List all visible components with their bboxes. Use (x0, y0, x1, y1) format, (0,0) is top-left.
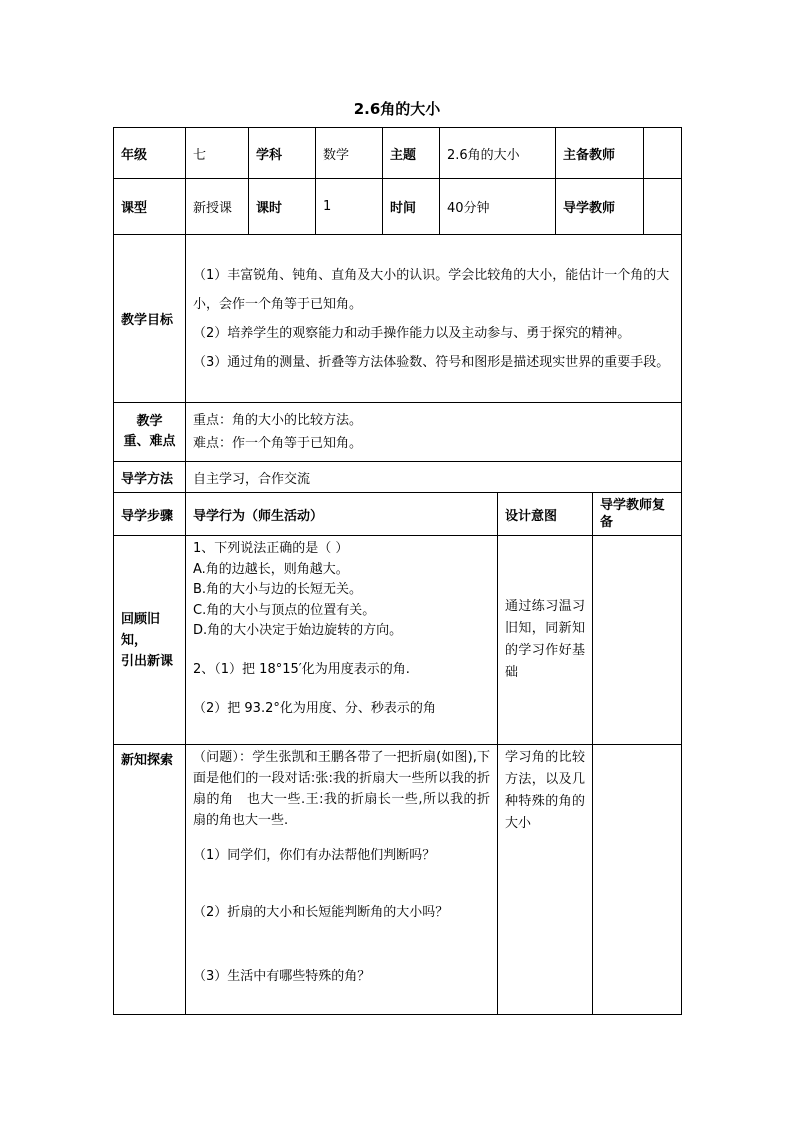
grade-value: 七 (186, 128, 249, 179)
option-c: C.角的大小与顶点的位置有关。 (193, 602, 376, 618)
review-content (186, 536, 498, 745)
period-label: 课时 (249, 179, 316, 235)
review-label (114, 536, 186, 745)
explore-question-2: （2）折扇的大小和长短能判断角的大小吗？ (193, 905, 449, 920)
objectives-content (186, 235, 682, 403)
review-label-line2: 引出新课 (121, 653, 174, 669)
lead-teacher-value (644, 128, 682, 179)
lesson-plan-table (113, 127, 682, 1015)
difficulty-point: 难点：作一个角等于已知角。 (193, 436, 363, 451)
lesson-type-value: 新授课 (186, 179, 249, 235)
time-label: 时间 (383, 179, 440, 235)
explore-problem: （问题）：学生张凯和王鹏各带了一把折扇(如图),下面是他们的一段对话:张:我的折扇大一些所以我的折扇的角 也大一些.王:我的折扇长一些,所以我的折扇的角也大一些. (193, 750, 490, 828)
method-value: 自主学习，合作交流 (186, 462, 682, 493)
key-points-content (186, 403, 682, 462)
question-2a: 2、（1）把 18°15′化为用度表示的角. (193, 661, 410, 677)
question-1: 1、下列说法正确的是（ ） (193, 541, 349, 556)
grade-label: 年级 (114, 128, 186, 179)
action-header: 导学行为（师生活动） (186, 493, 498, 536)
steps-header-row (114, 493, 682, 536)
focus-point: 重点：角的大小的比较方法。 (193, 413, 363, 428)
review-label-line1: 回顾旧知， (121, 611, 161, 648)
objective-item: （1）丰富锐角、钝角、直角及大小的认识。学会比较角的大小，能估计一个角的大小，会作一个角等于已知角。 (193, 267, 670, 312)
explore-label: 新知探索 (114, 745, 186, 1015)
subject-label: 学科 (249, 128, 316, 179)
teacher-review-header: 导学教师复备 (593, 493, 682, 536)
review-teacher-notes (593, 536, 682, 745)
key-points-label (114, 403, 186, 462)
guide-teacher-value (644, 179, 682, 235)
explore-intent: 学习角的比较方法，以及几种特殊的角的大小 (498, 745, 593, 1015)
explore-teacher-notes (593, 745, 682, 1015)
step-header: 导学步骤 (114, 493, 186, 536)
explore-question-1: （1）同学们，你们有办法帮他们判断吗？ (193, 848, 436, 863)
key-points-label-line2: 重、难点 (123, 434, 176, 449)
lead-teacher-label: 主备教师 (556, 128, 644, 179)
objectives-label: 教学目标 (114, 235, 186, 403)
header-row-1 (114, 128, 682, 179)
explore-question-3: （3）生活中有哪些特殊的角？ (193, 969, 371, 984)
time-value: 40分钟 (440, 179, 556, 235)
topic-value: 2.6角的大小 (440, 128, 556, 179)
lesson-type-label: 课型 (114, 179, 186, 235)
method-row (114, 462, 682, 493)
page-title: 2.6角的大小 (353, 100, 441, 118)
guide-teacher-label: 导学教师 (556, 179, 644, 235)
review-intent: 通过练习温习旧知，同新知的学习作好基础 (498, 536, 593, 745)
explore-row (114, 745, 682, 1015)
intent-header: 设计意图 (498, 493, 593, 536)
option-d: D.角的大小决定于始边旋转的方向。 (193, 623, 403, 638)
explore-content (186, 745, 498, 1015)
option-b: B.角的大小与边的长短无关。 (193, 582, 363, 597)
option-a: A.角的边越长，则角越大。 (193, 561, 349, 577)
objectives-row (114, 235, 682, 403)
review-row (114, 536, 682, 745)
header-row-2 (114, 179, 682, 235)
objective-item: （3）通过角的测量、折叠等方法体验数、符号和图形是描述现实世界的重要手段。 (193, 354, 670, 370)
subject-value: 数学 (316, 128, 383, 179)
key-points-label-line1: 教学 (136, 414, 163, 429)
key-points-row (114, 403, 682, 462)
objective-item: （2）培养学生的观察能力和动手操作能力以及主动参与、勇于探究的精神。 (193, 325, 631, 341)
method-label: 导学方法 (114, 462, 186, 493)
period-value: 1 (316, 179, 383, 235)
topic-label: 主题 (383, 128, 440, 179)
question-2b: （2）把 93.2°化为用度、分、秒表示的角 (193, 701, 436, 716)
